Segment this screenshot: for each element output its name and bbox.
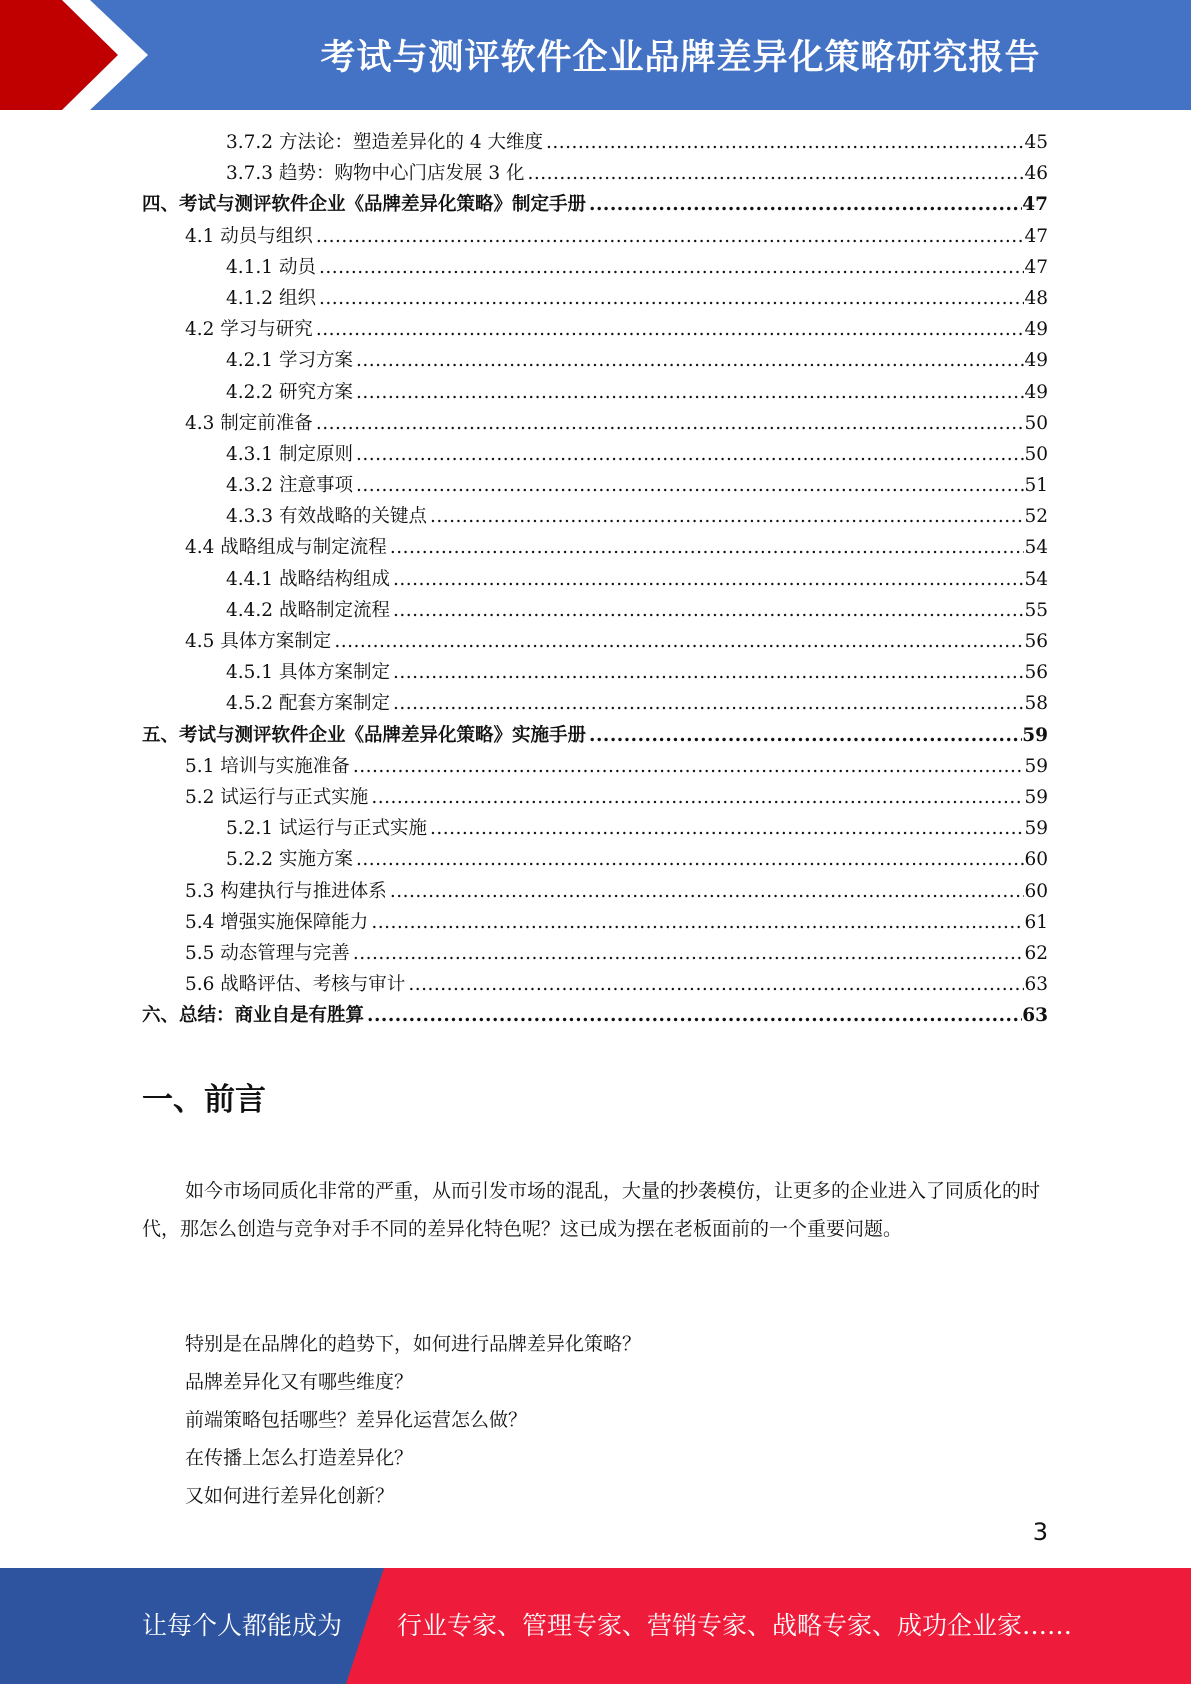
toc-entry-title: 5.2.1 试运行与正式实施 <box>226 818 427 840</box>
toc-entry-page: 63 <box>1022 1005 1048 1027</box>
toc-entry-page: 47 <box>1024 256 1048 278</box>
toc-entry[interactable] <box>142 782 1048 813</box>
toc-leader-dots <box>546 127 1024 158</box>
toc-entry-title: 5.2.2 实施方案 <box>226 849 353 871</box>
toc-leader-dots <box>353 751 1025 782</box>
toc-leader-dots <box>356 470 1025 501</box>
toc-entry-title: 4.3.1 制定原则 <box>226 443 353 465</box>
toc-entry-page: 46 <box>1024 163 1048 185</box>
toc-entry[interactable] <box>142 657 1048 688</box>
toc-leader-dots <box>393 688 1024 719</box>
intro-paragraph: 如今市场同质化非常的严重，从而引发市场的混乱，大量的抄袭模仿，让更多的企业进入了同质化的时代，那怎么创造与竞争对手不同的差异化特色呢？这已成为摆在老板面前的一个重要问题。 <box>142 1180 1041 1240</box>
report-title: 考试与测评软件企业品牌差异化策略研究报告 <box>320 38 1041 78</box>
toc-entry[interactable] <box>142 938 1048 969</box>
toc-leader-dots <box>356 844 1025 875</box>
toc-leader-dots <box>356 345 1025 376</box>
toc-entry-title: 五、考试与测评软件企业《品牌差异化策略》实施手册 <box>142 724 587 746</box>
question-item: 又如何进行差异化创新？ <box>185 1485 395 1507</box>
toc-entry[interactable] <box>142 221 1048 252</box>
question-item: 前端策略包括哪些？差异化运营怎么做？ <box>185 1409 528 1431</box>
toc-leader-dots <box>319 252 1025 283</box>
toc-entry-page: 59 <box>1024 755 1048 777</box>
toc-entry-title: 4.2.1 学习方案 <box>226 350 353 372</box>
question-item: 在传播上怎么打造差异化？ <box>185 1447 414 1469</box>
toc-leader-dots <box>316 221 1025 252</box>
toc-entry[interactable] <box>142 345 1048 376</box>
toc-entry-title: 4.4.2 战略制定流程 <box>226 599 390 621</box>
toc-leader-dots <box>430 501 1024 532</box>
toc-entry-page: 51 <box>1024 475 1048 497</box>
toc-leader-dots <box>371 907 1024 938</box>
toc-entry-title: 3.7.2 方法论：塑造差异化的 4 大维度 <box>226 132 543 153</box>
toc-leader-dots <box>393 564 1024 595</box>
toc-entry-page: 61 <box>1024 911 1048 933</box>
toc-entry[interactable] <box>142 252 1048 283</box>
toc-leader-dots <box>390 876 1025 907</box>
toc-entry[interactable] <box>142 595 1048 626</box>
toc-entry-page: 48 <box>1024 287 1048 309</box>
toc-entry-title: 5.4 增强实施保障能力 <box>185 911 369 933</box>
toc-entry[interactable] <box>142 408 1048 439</box>
toc-entry-page: 49 <box>1024 350 1048 372</box>
toc-leader-dots <box>528 158 1025 189</box>
toc-entry-page: 47 <box>1024 225 1048 247</box>
toc-entry-title: 4.3.2 注意事项 <box>226 475 353 497</box>
toc-leader-dots <box>589 189 1022 220</box>
toc-entry-page: 47 <box>1022 194 1048 216</box>
toc-entry[interactable] <box>142 314 1048 345</box>
toc-entry-title: 4.3.3 有效战略的关键点 <box>226 506 427 528</box>
toc-leader-dots <box>334 626 1024 657</box>
toc-entry[interactable] <box>142 501 1048 532</box>
toc-entry[interactable] <box>142 158 1048 189</box>
section-heading: 一、前言 <box>142 1082 266 1118</box>
toc-leader-dots <box>356 439 1025 470</box>
toc-leader-dots <box>356 377 1025 408</box>
toc-entry-title: 5.3 构建执行与推进体系 <box>185 880 387 902</box>
toc-entry-page: 56 <box>1024 631 1048 652</box>
toc-entry-title: 4.5.1 具体方案制定 <box>226 662 390 684</box>
toc-entry[interactable] <box>142 283 1048 314</box>
page-footer <box>0 1568 1191 1684</box>
toc-entry-title: 5.2 试运行与正式实施 <box>185 786 369 808</box>
toc-entry[interactable] <box>142 626 1048 657</box>
toc-entry[interactable] <box>142 564 1048 595</box>
toc-leader-dots <box>316 314 1025 345</box>
toc-entry[interactable] <box>142 813 1048 844</box>
toc-entry[interactable] <box>142 127 1048 158</box>
toc-entry-page: 52 <box>1024 506 1048 528</box>
toc-entry-title: 4.5 具体方案制定 <box>185 631 332 652</box>
toc-leader-dots <box>393 657 1024 688</box>
toc-entry-page: 59 <box>1024 818 1048 840</box>
toc-entry-title: 4.1.2 组织 <box>226 287 316 309</box>
toc-entry[interactable] <box>142 532 1048 563</box>
toc-entry-page: 54 <box>1024 537 1048 559</box>
toc-entry-page: 45 <box>1024 132 1048 153</box>
page-number: 3 <box>1032 1518 1048 1546</box>
question-item: 品牌差异化又有哪些维度？ <box>185 1371 414 1393</box>
page-header <box>0 0 1191 110</box>
toc-entry-page: 50 <box>1024 412 1048 434</box>
question-item: 特别是在品牌化的趋势下，如何进行品牌差异化策略？ <box>185 1333 642 1355</box>
toc-leader-dots <box>390 532 1025 563</box>
toc-entry-title: 4.5.2 配套方案制定 <box>226 693 390 715</box>
toc-leader-dots <box>371 782 1024 813</box>
toc-entry-page: 59 <box>1022 724 1048 746</box>
toc-entry-title: 4.4.1 战略结构组成 <box>226 568 390 590</box>
toc-entry[interactable] <box>142 720 1048 751</box>
toc-entry-page: 63 <box>1024 974 1048 996</box>
toc-entry[interactable] <box>142 1000 1048 1031</box>
toc-entry-page: 58 <box>1024 693 1048 715</box>
toc-leader-dots <box>316 408 1025 439</box>
toc-entry-title: 4.4 战略组成与制定流程 <box>185 537 387 559</box>
toc-entry-page: 49 <box>1024 381 1048 403</box>
toc-entry[interactable] <box>142 688 1048 719</box>
toc-entry-title: 3.7.3 趋势：购物中心门店发展 3 化 <box>226 163 525 185</box>
toc-leader-dots <box>589 720 1022 751</box>
toc-entry[interactable] <box>142 907 1048 938</box>
toc-entry[interactable] <box>142 969 1048 1000</box>
toc-entry-title: 4.3 制定前准备 <box>185 412 313 434</box>
toc-entry-page: 56 <box>1024 662 1048 684</box>
footer-roles: 行业专家、管理专家、营销专家、战略专家、成功企业家…… <box>397 1611 1073 1640</box>
toc-entry-page: 60 <box>1024 880 1048 902</box>
toc-leader-dots <box>408 969 1024 1000</box>
toc-entry[interactable] <box>142 751 1048 782</box>
toc-entry-title: 4.2.2 研究方案 <box>226 381 353 403</box>
toc-entry-page: 60 <box>1024 849 1048 871</box>
toc-entry-page: 50 <box>1024 443 1048 465</box>
footer-slogan: 让每个人都能成为 <box>142 1611 343 1640</box>
toc-leader-dots <box>319 283 1025 314</box>
toc-leader-dots <box>430 813 1024 844</box>
toc-entry-page: 55 <box>1024 599 1048 621</box>
toc-entry-title: 4.1 动员与组织 <box>185 225 313 247</box>
toc-entry[interactable] <box>142 189 1048 220</box>
toc-entry[interactable] <box>142 439 1048 470</box>
toc-entry[interactable] <box>142 470 1048 501</box>
toc-entry-title: 5.5 动态管理与完善 <box>185 942 350 964</box>
toc-entry-title: 六、总结：商业自是有胜算 <box>142 1005 365 1027</box>
toc-entry-page: 49 <box>1024 319 1048 341</box>
toc-entry[interactable] <box>142 844 1048 875</box>
table-of-contents <box>142 127 1048 1031</box>
toc-leader-dots <box>353 938 1025 969</box>
toc-leader-dots <box>393 595 1024 626</box>
toc-entry-title: 5.1 培训与实施准备 <box>185 755 350 777</box>
toc-entry-title: 四、考试与测评软件企业《品牌差异化策略》制定手册 <box>142 194 587 216</box>
toc-leader-dots <box>367 1000 1022 1031</box>
toc-entry-title: 4.2 学习与研究 <box>185 319 313 341</box>
toc-entry[interactable] <box>142 876 1048 907</box>
question-list <box>185 1325 641 1515</box>
toc-entry-page: 54 <box>1024 568 1048 590</box>
toc-entry-title: 5.6 战略评估、考核与审计 <box>185 974 406 996</box>
toc-entry-page: 62 <box>1024 942 1048 964</box>
toc-entry[interactable] <box>142 377 1048 408</box>
toc-entry-page: 59 <box>1024 786 1048 808</box>
toc-entry-title: 4.1.1 动员 <box>226 256 316 278</box>
